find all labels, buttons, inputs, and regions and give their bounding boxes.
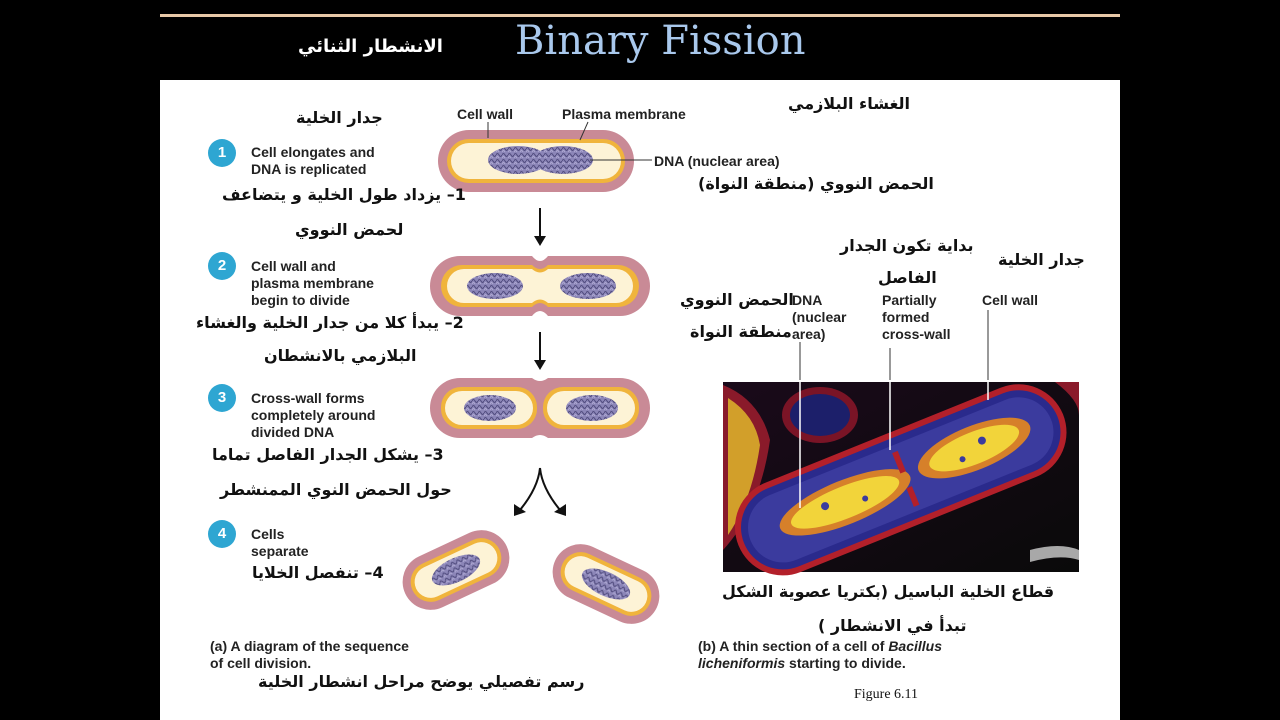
cell-stage-3 <box>430 378 650 438</box>
step-3-arabic: 3– يشكل الجدار الفاصل تماما <box>212 445 444 464</box>
caption-a-arabic: رسم تفصيلي يوضح مراحل انشطار الخلية <box>258 672 585 691</box>
micro-crosswall-arabic: بداية تكون الجدار <box>840 236 974 255</box>
dna-blob <box>560 273 616 299</box>
step-number-2: 2 <box>208 252 236 280</box>
step-2-arabic: 2– يبدأ كلا من جدار الخلية والغشاء <box>196 313 464 332</box>
micro-dna-arabic-2: منطقة النواة <box>690 322 792 341</box>
dna-blob <box>566 395 618 421</box>
label-plasma-membrane: Plasma membrane <box>562 106 686 122</box>
micro-crosswall-label: Partially formed cross-wall <box>882 292 951 342</box>
step-number-4: 4 <box>208 520 236 548</box>
step-number-3: 3 <box>208 384 236 412</box>
caption-b: (b) A thin section of a cell of Bacillus licheniformis starting to divide. <box>698 638 943 671</box>
step-1-arabic: 1– يزداد طول الخلية و يتضاعف <box>222 185 466 204</box>
caption-b-arabic: قطاع الخلية الباسيل (بكتريا عصوية الشكل <box>722 582 1055 601</box>
label-dna-nuclear-area: DNA (nuclear area) <box>654 153 780 169</box>
micrograph-bacillus <box>721 370 1081 590</box>
figure-number: Figure 6.11 <box>854 687 919 702</box>
cell-stage-2 <box>430 256 650 316</box>
label-plasma-membrane-arabic: الغشاء البلازمي <box>788 94 911 113</box>
dna-blob <box>464 395 516 421</box>
cell-stage-1 <box>438 130 634 192</box>
micro-crosswall-arabic-2: الفاصل <box>878 268 937 287</box>
step-number-1: 1 <box>208 139 236 167</box>
slide-canvas <box>160 80 1120 720</box>
cell-stage-4-left <box>393 521 518 619</box>
step-4-arabic: 4– تنفصل الخلايا <box>252 563 384 582</box>
slide-title-arabic: الانشطار الثنائي <box>298 36 443 57</box>
label-cell-wall-arabic: جدار الخلية <box>296 108 383 127</box>
step-3-text: Cross-wall forms completely around divided DNA <box>251 390 376 440</box>
step-1-arabic-2: لحمض النووي <box>295 220 404 239</box>
dna-blob <box>467 273 523 299</box>
micro-cell-wall-arabic: جدار الخلية <box>998 250 1085 269</box>
step-2-text: Cell wall and plasma membrane begin to divide <box>251 258 374 308</box>
step-4-text: Cells separate <box>251 526 309 559</box>
label-cell-wall: Cell wall <box>457 106 514 122</box>
label-dna-arabic: الحمض النووي (منطقة النواة) <box>698 174 934 193</box>
step-2-arabic-2: البلازمي بالانشطان <box>264 346 417 365</box>
micro-cell-wall-label: Cell wall <box>982 292 1039 308</box>
cell-stage-4-right <box>543 535 668 633</box>
top-rule <box>160 14 1120 17</box>
step-3-arabic-2: حول الحمض النوي الممنشطر <box>220 480 452 499</box>
slide-title: Binary Fission <box>515 18 806 64</box>
micro-dna-label: DNA (nuclear area) <box>792 292 847 342</box>
dna-blob <box>533 146 593 174</box>
caption-b-arabic-2: تبدأ في الانشطار ) <box>818 616 967 635</box>
caption-a: (a) A diagram of the sequence of cell division. <box>210 638 409 671</box>
micro-dna-arabic: الحمض النووي <box>680 290 794 309</box>
step-1-text: Cell elongates and DNA is replicated <box>251 144 375 177</box>
